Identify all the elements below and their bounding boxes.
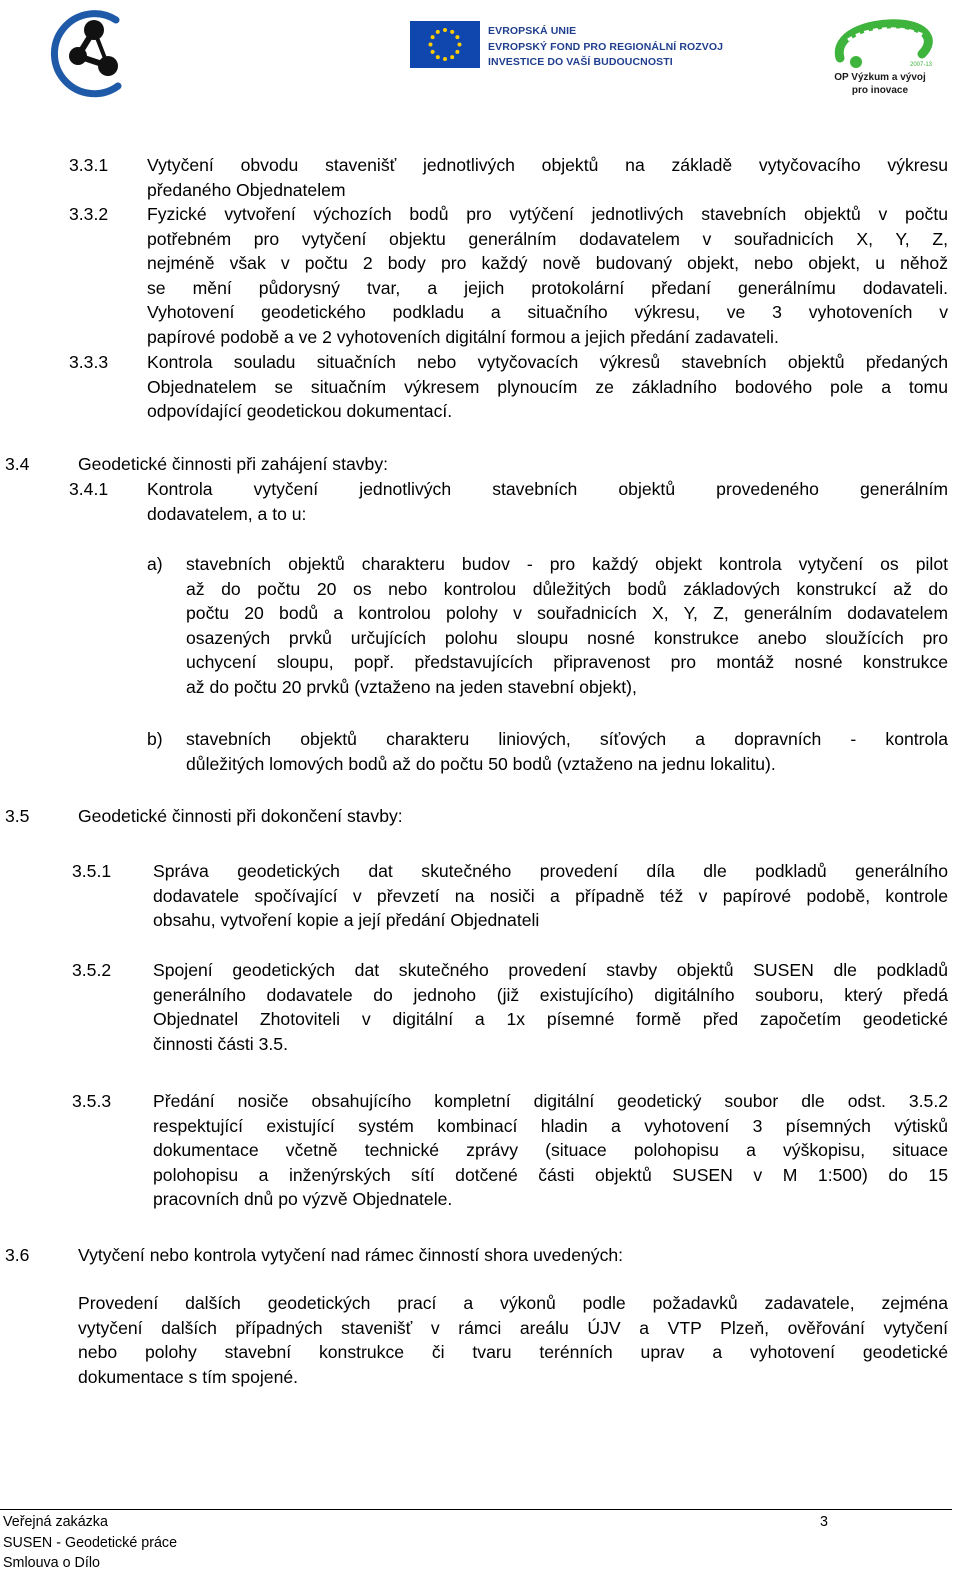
footer-divider <box>0 1509 952 1510</box>
text-line: stavebních objektů charakteru budov - pro každý objekt kontrola vytyčení os pilot <box>186 554 948 574</box>
text-line: Správa geodetických dat skutečného provedení díla dle podkladů generálního <box>153 861 948 881</box>
section-number-3-5-2: 3.5.2 <box>72 960 112 980</box>
section-3-5-title: Geodetické činnosti při dokončení stavby: <box>78 806 403 826</box>
text-line: dodavatele spočívající v převzetí na nosiči a případně též v papírové podobě, kontrole <box>153 885 948 906</box>
page-number: 3 <box>820 1514 828 1530</box>
section-3-5-3-text <box>153 1089 948 1212</box>
text-line: osazených prvků určujících polohu sloupu nosné konstrukce anebo sloužících pro <box>186 627 948 648</box>
text-line: Předání nosiče obsahujícího kompletní digitální geodetický soubor dle odst. 3.5.2 <box>153 1091 948 1111</box>
text-line: dokumentace s tím spojené. <box>78 1366 299 1387</box>
footer-line: Veřejná zakázka <box>3 1514 108 1530</box>
text-line: polohopisu a inženýrských sítí dotčené části objektů SUSEN v M 1:500) do 15 <box>153 1164 948 1185</box>
text-line: se mění půdorysný tvar, a jejich protokolární předaní generálnímu dodavateli. <box>147 277 948 298</box>
text-line: stavebních objektů charakteru liniových, síťových a dopravních - kontrola <box>186 729 948 749</box>
text-line: dodavatelem, a to u: <box>147 503 307 524</box>
text-line: Spojení geodetických dat skutečného provedení stavby objektů SUSEN dle podkladů <box>153 960 948 980</box>
text-line: odpovídající geodetickou dokumentací. <box>147 401 453 422</box>
eu-line: EVROPSKÝ FOND PRO REGIONÁLNÍ ROZVOJ <box>488 40 724 53</box>
text-line: uchycení sloupu, popř. představujících připravenost pro montáž nosné konstrukce <box>186 652 948 673</box>
section-number-3-3-1: 3.3.1 <box>69 155 109 175</box>
text-line: předaného Objednatelem <box>147 179 346 200</box>
text-line: počtu 20 bodů a kontrolou polohy v souřadnicích X, Y, Z, generálním dodavatelem <box>186 603 948 624</box>
text-line: činnosti části 3.5. <box>153 1033 288 1054</box>
eu-line: EVROPSKÁ UNIE <box>488 25 577 37</box>
section-number-3-3-2: 3.3.2 <box>69 204 109 224</box>
list-item-a-text <box>186 552 948 700</box>
text-line: Vytyčení obvodu stavenišť jednotlivých objektů na základě vytyčovacího výkresu <box>147 155 948 175</box>
section-number-3-4-1: 3.4.1 <box>69 479 109 499</box>
text-line: Provedení dalších geodetických prací a výkonů podle požadavků zadavatele, zejména <box>78 1293 948 1313</box>
section-3-3-3-text <box>147 350 948 424</box>
section-number-3-5-1: 3.5.1 <box>72 861 112 881</box>
text-line: Objednatel Zhotoviteli v digitální a 1x písemné formě před započetím geodetické <box>153 1009 948 1030</box>
section-number-3-3-3: 3.3.3 <box>69 352 109 372</box>
footer-line: Smlouva o Dílo <box>3 1555 100 1572</box>
susen-logo-icon <box>44 6 136 98</box>
footer-line: SUSEN - Geodetické práce <box>3 1534 178 1551</box>
section-3-4-title: Geodetické činnosti při zahájení stavby: <box>78 454 389 474</box>
eu-flag-icon <box>410 21 480 68</box>
text-line: Vyhotovení geodetického podkladu a situačního výkresu, ve 3 vyhotoveních v <box>147 302 948 323</box>
text-line: obsahu, vytvoření kopie a její předání Objednateli <box>153 910 540 931</box>
text-line: až do počtu 20 prvků (vztaženo na jeden stavební objekt), <box>186 676 637 697</box>
text-line: potřebném pro vytyčení objektu generálním dodavatelem v souřadnicích X, Y, Z, <box>147 228 948 249</box>
text-line: Fyzické vytvoření výchozích bodů pro vytýčení jednotlivých stavebních objektů v počtu <box>147 204 948 224</box>
op-years: 2007-13 <box>910 62 933 68</box>
text-line: papírové podobě a ve 2 vyhotoveních digitální formou a jejich předání zadavateli. <box>147 326 779 347</box>
text-line: důležitých lomových bodů až do počtu 50 bodů (vztaženo na jednu lokalitu). <box>186 753 776 774</box>
list-label-a: a) <box>147 554 163 574</box>
footer-text <box>3 1512 177 1574</box>
text-line: Kontrola souladu situačních nebo vytyčovacích výkresů stavebních objektů předaných <box>147 352 948 372</box>
section-3-6-text <box>78 1291 948 1389</box>
text-line: nebo polohy stavební konstrukce či tvaru terénních uprav a vyhotovení geodetické <box>78 1342 948 1363</box>
section-number-3-4: 3.4 <box>5 454 30 474</box>
section-number-3-5: 3.5 <box>5 806 30 826</box>
op-logo-text <box>810 72 950 97</box>
section-3-4-1-text <box>147 477 948 526</box>
section-3-5-2-text <box>153 958 948 1056</box>
eu-line: INVESTICE DO VAŠÍ BUDOUCNOSTI <box>488 56 673 69</box>
op-line: pro inovace <box>851 84 909 96</box>
list-item-b-text <box>186 727 948 776</box>
text-line: Kontrola vytyčení jednotlivých stavebních objektů provedeného generálním <box>147 479 948 499</box>
text-line: vytyčení dalších případných stavenišť v rámci areálu ÚJV a VTP Plzeň, ověřování vytyčení <box>78 1317 948 1338</box>
text-line: dokumentace včetně technické zprávy (situace polohopisu a výškopisu, situace <box>153 1140 948 1161</box>
eu-logo-text <box>488 24 723 71</box>
section-3-3-2-text <box>147 202 948 350</box>
text-line: nejméně však v počtu 2 body pro každý nově budovaný objekt, nebo objekt, u něhož <box>147 253 948 274</box>
text-line: pracovních dnů po výzvě Objednatele. <box>153 1189 453 1210</box>
op-line: OP Výzkum a vývoj <box>834 72 926 83</box>
list-label-b: b) <box>147 729 163 749</box>
text-line: generálního dodavatele do jednoho (již existujícího) digitálního souboru, který předá <box>153 984 948 1005</box>
section-number-3-5-3: 3.5.3 <box>72 1091 112 1111</box>
text-line: Objednatelem se situačním výkresem plynoucím ze základního bodového pole a tomu <box>147 376 948 397</box>
section-3-6-title: Vytyčení nebo kontrola vytyčení nad rámec činností shora uvedených: <box>78 1245 624 1265</box>
section-3-3-1-text <box>147 153 948 202</box>
section-3-5-1-text <box>153 859 948 933</box>
text-line: až do počtu 20 os nebo kontrolou důležitých bodů základových konstrukcí až do <box>186 578 948 599</box>
text-line: respektující existující systém kombinací hladin a vyhotovení 3 písemných výtisků <box>153 1115 948 1136</box>
section-number-3-6: 3.6 <box>5 1245 30 1265</box>
